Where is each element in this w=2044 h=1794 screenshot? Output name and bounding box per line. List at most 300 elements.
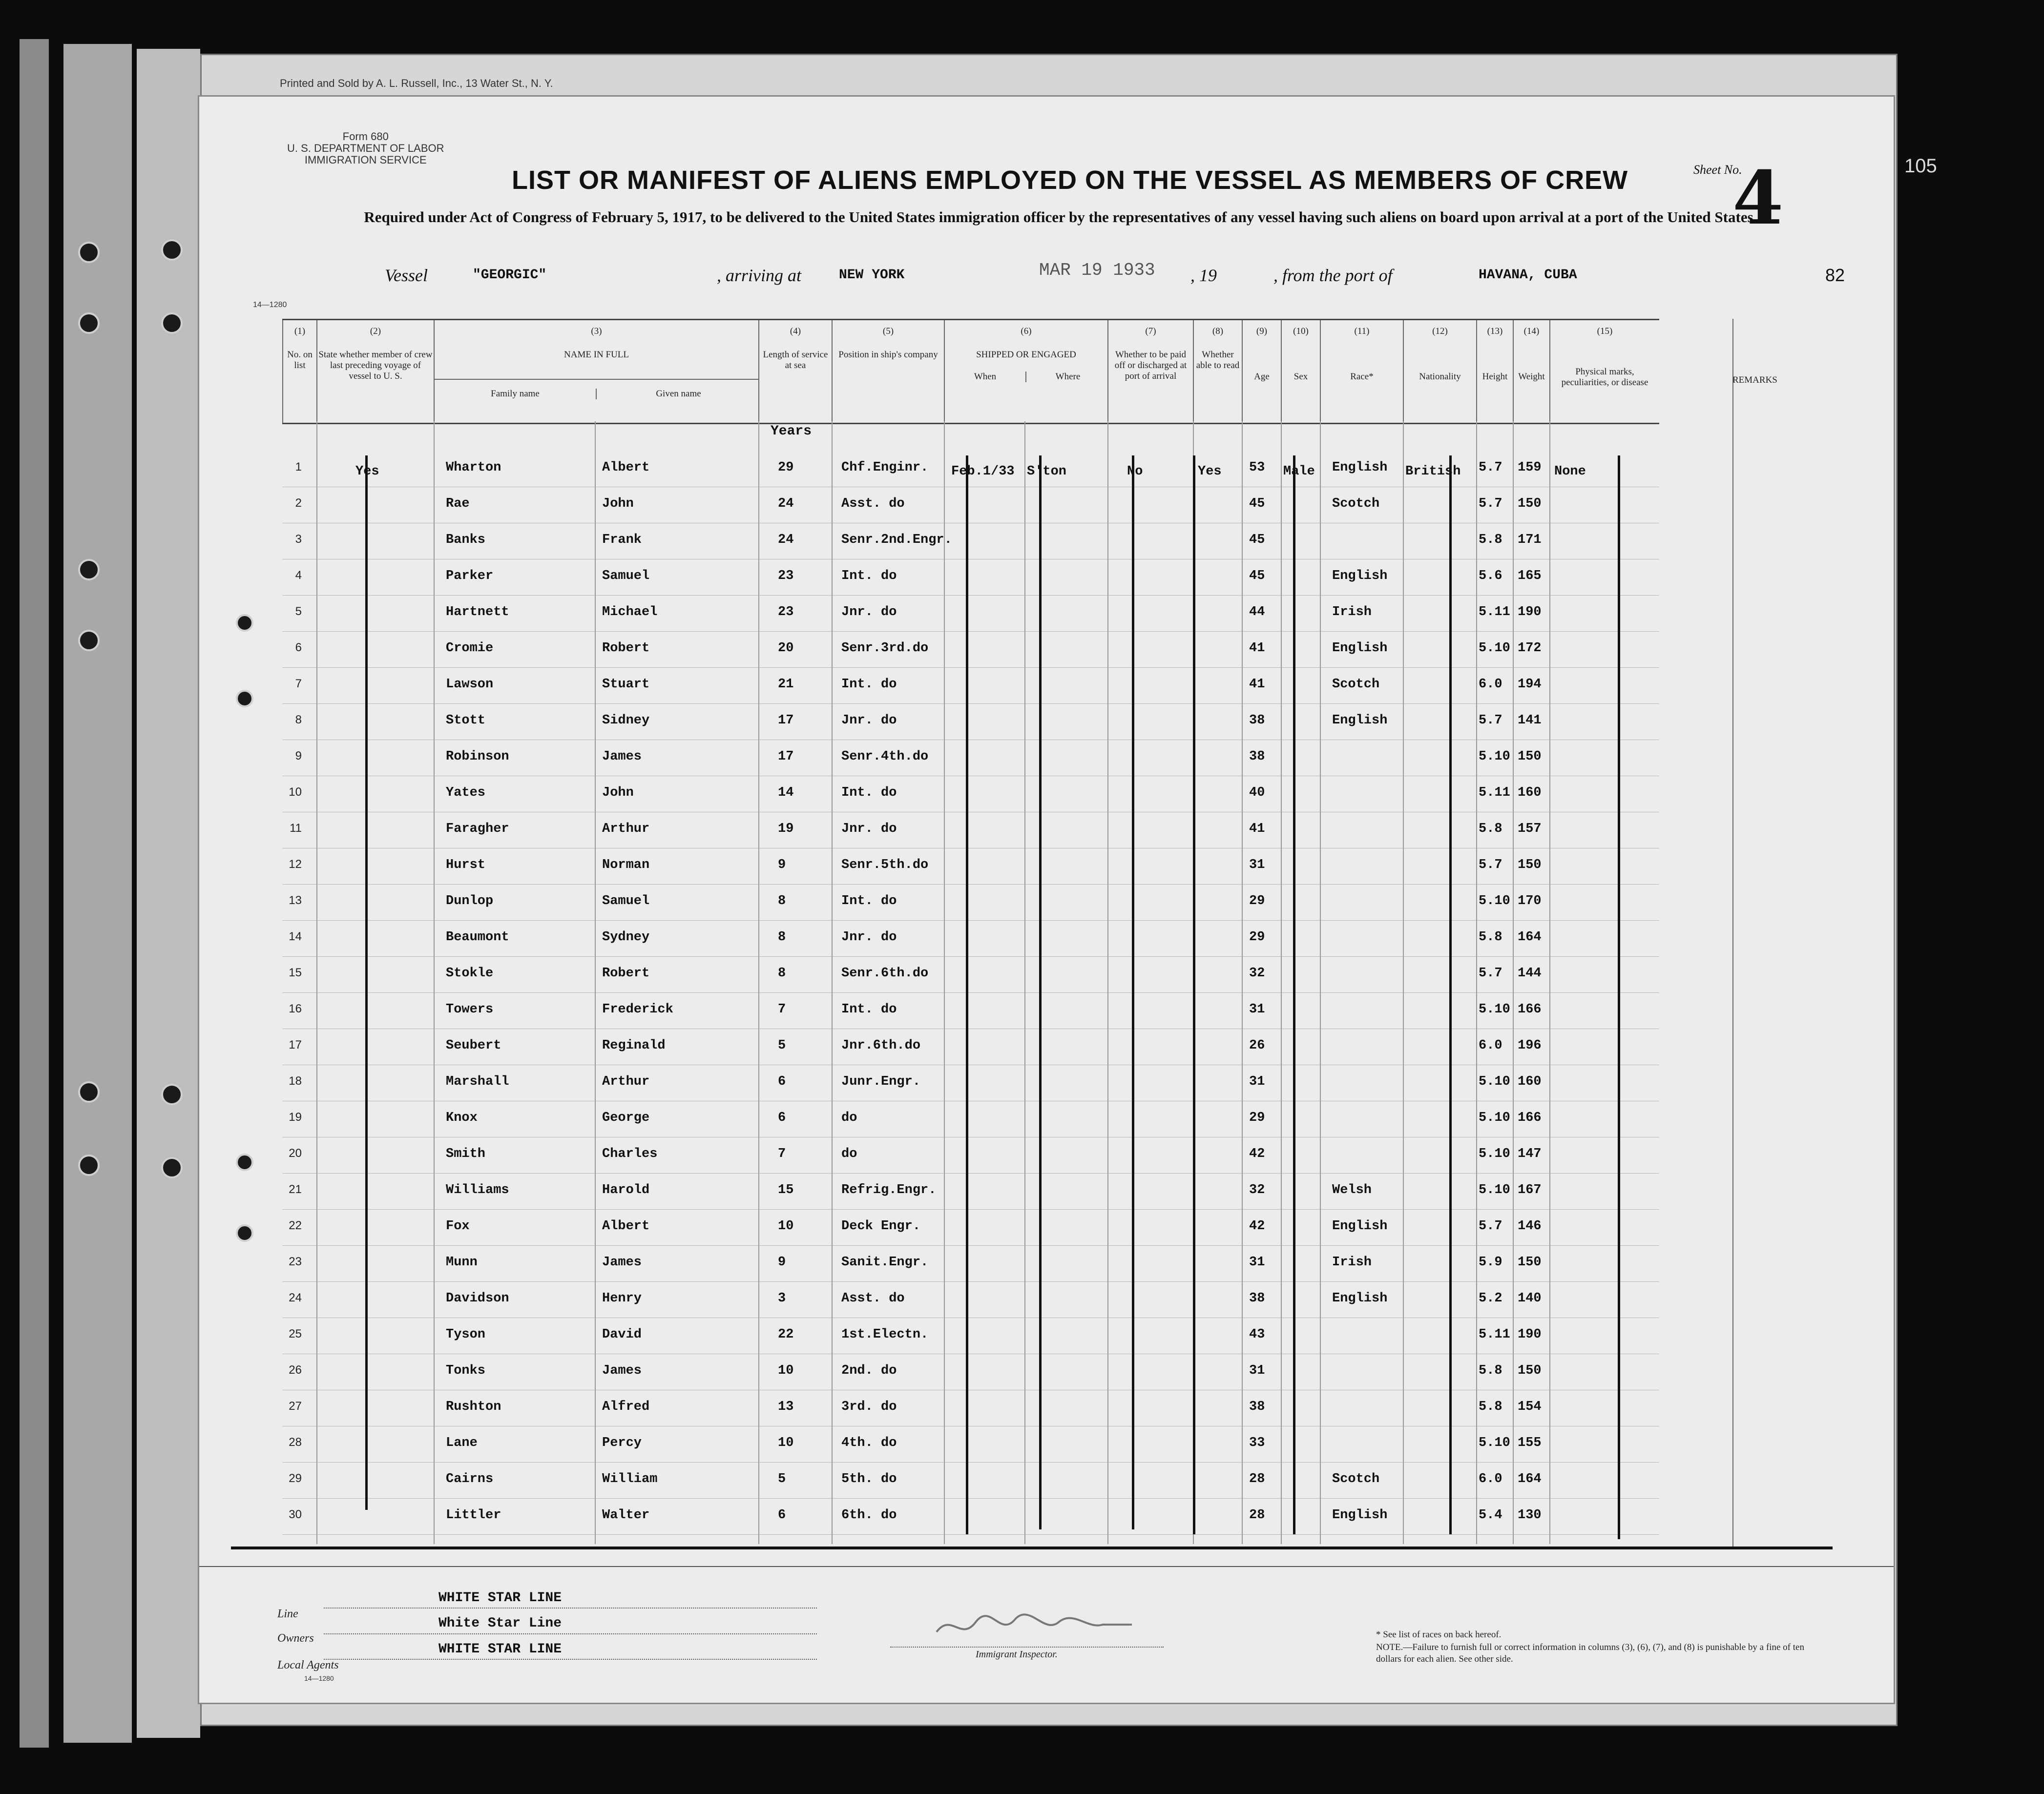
cell-family-name: Robinson — [446, 749, 509, 764]
sheet-hole — [236, 1224, 253, 1242]
cell-family-name: Cromie — [446, 641, 494, 656]
cell-age: 38 — [1249, 749, 1265, 764]
cell-service: 19 — [778, 822, 794, 836]
binder-hole — [161, 312, 183, 334]
cell-height: 5.9 — [1479, 1255, 1502, 1270]
cell-given-name: Sidney — [602, 713, 650, 728]
cell-no: 19 — [289, 1111, 302, 1124]
cell-race: English — [1332, 1219, 1388, 1234]
binder-strip-inner — [137, 49, 200, 1738]
cell-position: Jnr. do — [841, 930, 897, 945]
table-header — [282, 319, 1659, 424]
cell-age: 31 — [1249, 1074, 1265, 1089]
cell-weight: 157 — [1518, 822, 1542, 836]
line-label: Line — [277, 1608, 298, 1620]
cell-position: Asst. do — [841, 496, 905, 511]
header-col-6: (6) SHIPPED OR ENGAGED When Where — [944, 320, 1107, 423]
cell-given-name: Robert — [602, 966, 650, 981]
cell-position: 1st.Electn. — [841, 1327, 929, 1342]
cell-position: 2nd. do — [841, 1363, 897, 1378]
column-divider — [316, 421, 317, 1544]
cell-age: 33 — [1249, 1436, 1265, 1450]
binder-hole — [78, 242, 100, 263]
cell-age: 45 — [1249, 533, 1265, 547]
cell-age: 41 — [1249, 677, 1265, 692]
cell-weight: 164 — [1518, 1472, 1542, 1486]
binder-hole — [78, 1155, 100, 1176]
cell-race: Irish — [1332, 605, 1372, 619]
header-col-13: (13) Height — [1476, 320, 1513, 423]
penalty-note: NOTE.—Failure to furnish full or correct information in columns (3), (6), (7), and (8) is punishable by a fine of ten dollars for each alien. See other side. — [1376, 1642, 1804, 1664]
cell-height: 5.8 — [1479, 822, 1502, 836]
cell-height: 5.7 — [1479, 460, 1502, 475]
cell-given-name: David — [602, 1327, 642, 1342]
cell-prev-voyage: Yes — [355, 464, 379, 479]
cell-given-name: John — [602, 785, 634, 800]
cell-no: 29 — [289, 1472, 302, 1485]
arriving-label: , arriving at — [717, 266, 802, 285]
cell-race: English — [1332, 460, 1388, 475]
header-col-9: (9) Age — [1242, 320, 1281, 423]
cell-given-name: Albert — [602, 460, 650, 475]
cell-position: Senr.3rd.do — [841, 641, 929, 656]
cell-race: Welsh — [1332, 1183, 1372, 1197]
cell-service: 21 — [778, 677, 794, 692]
column-divider — [832, 421, 833, 1544]
cell-height: 5.11 — [1479, 785, 1510, 800]
header-col-12: (12) Nationality — [1403, 320, 1476, 423]
end-rule — [231, 1547, 1833, 1549]
cell-family-name: Hurst — [446, 858, 486, 872]
table-row — [282, 703, 1659, 740]
cell-weight: 144 — [1518, 966, 1542, 981]
cell-given-name: Samuel — [602, 569, 650, 583]
cell-no: 3 — [295, 533, 302, 546]
owners-value: White Star Line — [438, 1616, 562, 1631]
table-row — [282, 1029, 1659, 1065]
cell-family-name: Knox — [446, 1111, 478, 1125]
cell-service: 22 — [778, 1327, 794, 1342]
cell-given-name: Robert — [602, 641, 650, 656]
cell-service: 8 — [778, 894, 786, 908]
cell-position: do — [841, 1147, 857, 1161]
table-row — [282, 451, 1659, 487]
table-row — [282, 1245, 1659, 1282]
cell-position: Asst. do — [841, 1291, 905, 1306]
cell-family-name: Towers — [446, 1002, 494, 1017]
sheet-hole — [236, 690, 253, 707]
binder-hole — [161, 1157, 183, 1178]
vessel-name: "GEORGIC" — [473, 268, 547, 283]
cell-when: Feb.1/33 — [951, 464, 1015, 479]
cell-no: 6 — [295, 641, 302, 654]
cell-no: 14 — [289, 930, 302, 943]
binder-hole — [78, 630, 100, 651]
cell-no: 23 — [289, 1255, 302, 1268]
cell-family-name: Lane — [446, 1436, 478, 1450]
binder-hole — [78, 559, 100, 580]
sheet-no-value: 4 — [1732, 155, 1784, 241]
cell-weight: 164 — [1518, 930, 1542, 945]
cell-height: 5.10 — [1479, 1111, 1510, 1125]
cell-position: Senr.4th.do — [841, 749, 929, 764]
table-row — [282, 1281, 1659, 1318]
column-divider — [1024, 421, 1025, 1544]
cell-family-name: Rushton — [446, 1400, 501, 1414]
cell-weight: 194 — [1518, 677, 1542, 692]
cell-nationality: British — [1405, 464, 1461, 479]
cell-weight: 160 — [1518, 1074, 1542, 1089]
cell-no: 28 — [289, 1436, 302, 1449]
cell-service: 9 — [778, 1255, 786, 1270]
cell-no: 1 — [295, 460, 302, 474]
footer-form-code: 14—1280 — [304, 1674, 334, 1682]
cell-given-name: Norman — [602, 858, 650, 872]
cell-given-name: Charles — [602, 1147, 658, 1161]
header-col-3: (3) NAME IN FULL Family name Given name — [434, 320, 758, 423]
cell-age: 31 — [1249, 1363, 1265, 1378]
agents-value: WHITE STAR LINE — [438, 1642, 562, 1657]
table-row — [282, 1462, 1659, 1499]
line-value: WHITE STAR LINE — [438, 1590, 562, 1606]
cell-position: Int. do — [841, 677, 897, 692]
remarks-divider — [1732, 319, 1733, 1549]
cell-weight: 190 — [1518, 1327, 1542, 1342]
cell-service: 17 — [778, 713, 794, 728]
cell-age: 29 — [1249, 1111, 1265, 1125]
column-divider — [1281, 421, 1282, 1544]
header-col-8: (8) Whether able to read — [1193, 320, 1242, 423]
cell-no: 13 — [289, 894, 302, 907]
cell-age: 29 — [1249, 894, 1265, 908]
cell-weight: 196 — [1518, 1038, 1542, 1053]
cell-weight: 150 — [1518, 496, 1542, 511]
cell-given-name: Percy — [602, 1436, 642, 1450]
cell-age: 45 — [1249, 569, 1265, 583]
column-divider — [944, 421, 945, 1544]
cell-given-name: Arthur — [602, 822, 650, 836]
table-row — [282, 667, 1659, 704]
cell-age: 42 — [1249, 1147, 1265, 1161]
remarks-header: REMARKS — [1732, 375, 1777, 385]
cell-height: 5.11 — [1479, 1327, 1510, 1342]
cell-family-name: Wharton — [446, 460, 501, 475]
ditto-line-paid-off — [1132, 455, 1134, 1529]
cell-age: 28 — [1249, 1472, 1265, 1486]
cell-family-name: Beaumont — [446, 930, 509, 945]
header-col-4: (4) Length of service at sea — [758, 320, 832, 423]
cell-age: 32 — [1249, 1183, 1265, 1197]
cell-physical: None — [1554, 464, 1586, 479]
cell-age: 38 — [1249, 1291, 1265, 1306]
table-row — [282, 1209, 1659, 1246]
cell-no: 9 — [295, 749, 302, 763]
column-divider — [1107, 421, 1108, 1544]
sheet-hole — [236, 1154, 253, 1171]
cell-given-name: George — [602, 1111, 650, 1125]
cell-service: 14 — [778, 785, 794, 800]
cell-weight: 147 — [1518, 1147, 1542, 1161]
cell-age: 44 — [1249, 605, 1265, 619]
cell-service: 9 — [778, 858, 786, 872]
binder-hole — [161, 1084, 183, 1105]
binder-strip-left — [20, 39, 49, 1748]
cell-service: 5 — [778, 1038, 786, 1053]
cell-position: Jnr. do — [841, 605, 897, 619]
header-col-7: (7) Whether to be paid off or discharged at port of arrival — [1107, 320, 1193, 423]
cell-service: 10 — [778, 1219, 794, 1234]
table-row — [282, 812, 1659, 848]
cell-position: Deck Engr. — [841, 1219, 921, 1234]
cell-family-name: Yates — [446, 785, 486, 800]
column-divider — [758, 421, 759, 1544]
cell-no: 16 — [289, 1002, 302, 1015]
cell-family-name: Seubert — [446, 1038, 501, 1053]
cell-given-name: Sydney — [602, 930, 650, 945]
cell-position: 4th. do — [841, 1436, 897, 1450]
cell-given-name: Stuart — [602, 677, 650, 692]
table-row — [282, 1318, 1659, 1354]
cell-weight: 160 — [1518, 785, 1542, 800]
cell-age: 41 — [1249, 641, 1265, 656]
cell-age: 43 — [1249, 1327, 1265, 1342]
table-row — [282, 487, 1659, 523]
cell-weight: 150 — [1518, 1363, 1542, 1378]
cell-service: 20 — [778, 641, 794, 656]
cell-position: Int. do — [841, 785, 897, 800]
cell-height: 5.8 — [1479, 533, 1502, 547]
cell-weight: 140 — [1518, 1291, 1542, 1306]
manifest-sheet — [198, 95, 1895, 1704]
cell-age: 31 — [1249, 858, 1265, 872]
cell-service: 3 — [778, 1291, 786, 1306]
from-port-label: , from the port of — [1273, 266, 1393, 285]
cell-position: do — [841, 1111, 857, 1125]
cell-service: 23 — [778, 605, 794, 619]
cell-weight: 170 — [1518, 894, 1542, 908]
ditto-line-nationality — [1449, 455, 1452, 1534]
cell-position: Jnr. do — [841, 822, 897, 836]
cell-weight: 159 — [1518, 460, 1542, 475]
cell-family-name: Marshall — [446, 1074, 509, 1089]
header-col-14: (14) Weight — [1513, 320, 1549, 423]
cell-given-name: Albert — [602, 1219, 650, 1234]
cell-no: 4 — [295, 569, 302, 582]
header-col-15: (15) Physical marks, peculiarities, or disease — [1549, 320, 1659, 423]
signature-line-owners — [324, 1633, 817, 1634]
cell-position: Junr.Engr. — [841, 1074, 921, 1089]
cell-weight: 171 — [1518, 533, 1542, 547]
form-service: IMMIGRATION SERVICE — [304, 154, 427, 166]
cell-no: 20 — [289, 1147, 302, 1160]
cell-height: 5.8 — [1479, 930, 1502, 945]
cell-family-name: Fox — [446, 1219, 470, 1234]
cell-height: 6.0 — [1479, 1472, 1502, 1486]
cell-age: 32 — [1249, 966, 1265, 981]
cell-given-name: James — [602, 1363, 642, 1378]
cell-given-name: John — [602, 496, 634, 511]
cell-weight: 154 — [1518, 1400, 1542, 1414]
races-note: * See list of races on back hereof. — [1376, 1629, 1502, 1640]
table-row — [282, 523, 1659, 559]
cell-age: 26 — [1249, 1038, 1265, 1053]
cell-family-name: Tyson — [446, 1327, 486, 1342]
cell-race: Scotch — [1332, 677, 1380, 692]
inspector-line — [890, 1647, 1164, 1648]
cell-position: Refrig.Engr. — [841, 1183, 937, 1197]
margin-number: 82 — [1825, 265, 1845, 285]
cell-weight: 172 — [1518, 641, 1542, 656]
cell-family-name: Lawson — [446, 677, 494, 692]
cell-position: Jnr. do — [841, 713, 897, 728]
cell-service: 17 — [778, 749, 794, 764]
years-label: Years — [771, 424, 812, 439]
header-where: Where — [1025, 371, 1109, 382]
cell-family-name: Cairns — [446, 1472, 494, 1486]
cell-service: 29 — [778, 460, 794, 475]
table-row — [282, 559, 1659, 596]
column-divider — [1513, 421, 1514, 1544]
cell-family-name: Stokle — [446, 966, 494, 981]
owners-label: Owners — [277, 1632, 314, 1645]
table-row — [282, 1101, 1659, 1137]
cell-no: 15 — [289, 966, 302, 979]
cell-read: Yes — [1198, 464, 1222, 479]
cell-height: 6.0 — [1479, 677, 1502, 692]
cell-no: 5 — [295, 605, 302, 618]
cell-height: 5.2 — [1479, 1291, 1502, 1306]
cell-position: Int. do — [841, 569, 897, 583]
cell-family-name: Stott — [446, 713, 486, 728]
cell-height: 5.10 — [1479, 1074, 1510, 1089]
cell-height: 5.10 — [1479, 1147, 1510, 1161]
cell-age: 42 — [1249, 1219, 1265, 1234]
cell-age: 29 — [1249, 930, 1265, 945]
table-row — [282, 1065, 1659, 1101]
cell-race: English — [1332, 641, 1388, 656]
subtitle: Required under Act of Congress of February 5, 1917, to be delivered to the United States immigration officer by the representatives of any vessel having such aliens on board upon arrival at a port of the United States — [364, 208, 1753, 226]
cell-race: English — [1332, 1291, 1388, 1306]
vessel-label: Vessel — [385, 266, 428, 285]
cell-family-name: Hartnett — [446, 605, 509, 619]
cell-height: 5.8 — [1479, 1400, 1502, 1414]
cell-family-name: Munn — [446, 1255, 478, 1270]
cell-family-name: Rae — [446, 496, 470, 511]
inspector-signature — [932, 1603, 1137, 1647]
table-row — [282, 1390, 1659, 1426]
header-col-1: (1) No. on list — [282, 320, 316, 423]
cell-no: 7 — [295, 677, 302, 690]
page-title: LIST OR MANIFEST OF ALIENS EMPLOYED ON THE VESSEL AS MEMBERS OF CREW — [512, 165, 1628, 195]
cell-given-name: Harold — [602, 1183, 650, 1197]
cell-given-name: Frederick — [602, 1002, 673, 1017]
arriving-port: NEW YORK — [839, 268, 905, 283]
cell-given-name: James — [602, 749, 642, 764]
cell-service: 24 — [778, 533, 794, 547]
column-divider — [434, 421, 435, 1544]
cell-no: 22 — [289, 1219, 302, 1232]
cell-age: 31 — [1249, 1255, 1265, 1270]
form-department: U. S. DEPARTMENT OF LABOR — [287, 142, 444, 154]
cell-age: 28 — [1249, 1508, 1265, 1523]
cell-given-name: James — [602, 1255, 642, 1270]
table-row — [282, 1173, 1659, 1210]
sheet-hole — [236, 614, 253, 632]
cell-position: Senr.6th.do — [841, 966, 929, 981]
from-port: HAVANA, CUBA — [1479, 268, 1577, 283]
cell-age: 31 — [1249, 1002, 1265, 1017]
cell-family-name: Tonks — [446, 1363, 486, 1378]
cell-service: 7 — [778, 1002, 786, 1017]
sheet-no-label: Sheet No. — [1693, 163, 1742, 177]
cell-no: 25 — [289, 1327, 302, 1340]
column-divider — [1476, 421, 1477, 1544]
cell-race: Scotch — [1332, 496, 1380, 511]
cell-race: Irish — [1332, 1255, 1372, 1270]
binder-strip-mid — [63, 44, 132, 1743]
inspector-label: Immigrant Inspector. — [976, 1649, 1058, 1660]
cell-service: 8 — [778, 930, 786, 945]
cell-family-name: Davidson — [446, 1291, 509, 1306]
cell-position: Chf.Enginr. — [841, 460, 929, 475]
table-row — [282, 1137, 1659, 1174]
year-label: , 19 — [1190, 266, 1217, 285]
ditto-line-prev-voyage — [365, 455, 368, 1510]
cell-weight: 150 — [1518, 1255, 1542, 1270]
cell-height: 5.10 — [1479, 1002, 1510, 1017]
header-family-name: Family name — [491, 389, 540, 399]
cell-weight: 130 — [1518, 1508, 1542, 1523]
cell-weight: 166 — [1518, 1002, 1542, 1017]
cell-weight: 167 — [1518, 1183, 1542, 1197]
cell-where: S'ton — [1027, 464, 1067, 479]
footer-rule — [199, 1566, 1894, 1567]
table-row — [282, 631, 1659, 668]
cell-no: 18 — [289, 1074, 302, 1088]
cell-position: 5th. do — [841, 1472, 897, 1486]
cell-given-name: Reginald — [602, 1038, 666, 1053]
cell-position: Int. do — [841, 894, 897, 908]
table-row — [282, 920, 1659, 957]
table-row — [282, 776, 1659, 812]
cell-service: 10 — [778, 1363, 794, 1378]
ditto-line-physical — [1618, 455, 1620, 1539]
binder-hole — [161, 239, 183, 261]
ditto-line-when — [966, 455, 968, 1534]
cell-height: 5.7 — [1479, 1219, 1502, 1234]
signature-line-agents — [324, 1659, 817, 1660]
table-row — [282, 1498, 1659, 1535]
ditto-line-where — [1039, 455, 1042, 1529]
cell-service: 10 — [778, 1436, 794, 1450]
column-divider — [1242, 421, 1243, 1544]
cell-weight: 155 — [1518, 1436, 1542, 1450]
table-row — [282, 1354, 1659, 1390]
cell-service: 6 — [778, 1074, 786, 1089]
table-row — [282, 740, 1659, 776]
header-col-2: (2) State whether member of crew last preceding voyage of vessel to U. S. — [316, 320, 434, 423]
column-divider — [1403, 421, 1404, 1544]
cell-service: 15 — [778, 1183, 794, 1197]
printer-line: Printed and Sold by A. L. Russell, Inc., 13 Water St., N. Y. — [280, 77, 553, 89]
cell-height: 5.10 — [1479, 1183, 1510, 1197]
table-row — [282, 956, 1659, 993]
table-row — [282, 848, 1659, 885]
cell-position: Int. do — [841, 1002, 897, 1017]
cell-height: 5.7 — [1479, 858, 1502, 872]
cell-age: 38 — [1249, 713, 1265, 728]
cell-weight: 150 — [1518, 858, 1542, 872]
